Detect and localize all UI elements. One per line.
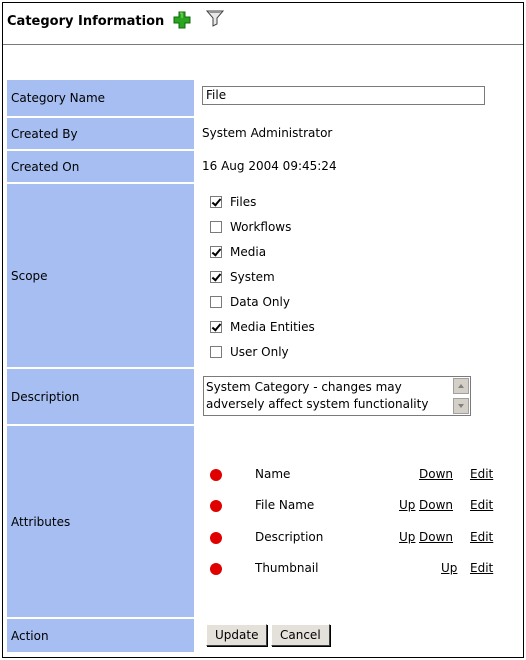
green-plus-icon[interactable] bbox=[173, 11, 191, 29]
attribute-row bbox=[198, 528, 520, 548]
attribute-down-link[interactable]: Down bbox=[419, 467, 454, 481]
description-scrollbar[interactable] bbox=[453, 378, 469, 414]
cancel-button[interactable]: Cancel bbox=[271, 624, 330, 646]
action-label: Action bbox=[7, 619, 194, 652]
description-label: Description bbox=[7, 369, 194, 424]
attribute-edit-link[interactable]: Edit bbox=[470, 498, 494, 512]
attribute-row bbox=[198, 559, 520, 579]
scope-option-media[interactable] bbox=[210, 243, 266, 261]
attribute-up-link[interactable]: Up bbox=[399, 498, 416, 512]
attribute-edit-link[interactable]: Edit bbox=[470, 561, 494, 575]
created-on-label: Created On bbox=[7, 151, 194, 182]
attribute-name: Name bbox=[255, 467, 291, 481]
scope-option-system[interactable] bbox=[210, 268, 275, 286]
data-only-option-label: Data Only bbox=[230, 295, 290, 309]
attribute-name: Description bbox=[255, 530, 324, 544]
scope-option-files[interactable] bbox=[210, 193, 256, 211]
system-checkbox[interactable] bbox=[210, 271, 222, 283]
red-dot-icon bbox=[210, 500, 222, 512]
attribute-name: Thumbnail bbox=[255, 561, 319, 575]
red-dot-icon bbox=[210, 532, 222, 544]
category-name-label: Category Name bbox=[7, 80, 194, 116]
attribute-name: File Name bbox=[255, 498, 315, 512]
row-category-name bbox=[7, 80, 520, 116]
workflows-checkbox[interactable] bbox=[210, 221, 222, 233]
row-created-by bbox=[7, 118, 520, 149]
files-option-label: Files bbox=[230, 195, 257, 209]
workflows-option-label: Workflows bbox=[230, 220, 292, 234]
row-description bbox=[7, 369, 520, 424]
description-textarea[interactable] bbox=[203, 376, 471, 416]
attribute-row bbox=[198, 465, 520, 485]
attribute-up-link[interactable]: Up bbox=[441, 561, 458, 575]
funnel-filter-icon[interactable] bbox=[206, 9, 224, 27]
media-entities-option-label: Media Entities bbox=[230, 320, 315, 334]
user-only-option-label: User Only bbox=[230, 345, 289, 359]
attribute-up-link[interactable]: Up bbox=[399, 530, 416, 544]
system-option-label: System bbox=[230, 270, 275, 284]
scope-option-data-only[interactable] bbox=[210, 293, 290, 311]
red-dot-icon bbox=[210, 563, 222, 575]
files-checkbox[interactable] bbox=[210, 196, 222, 208]
red-dot-icon bbox=[210, 469, 222, 481]
media-option-label: Media bbox=[230, 245, 267, 259]
media-entities-checkbox[interactable] bbox=[210, 321, 222, 333]
scroll-down-arrow-icon[interactable] bbox=[453, 398, 469, 414]
attribute-row bbox=[198, 496, 520, 516]
attribute-down-link[interactable]: Down bbox=[419, 498, 454, 512]
row-action bbox=[7, 619, 520, 652]
scope-label: Scope bbox=[7, 184, 194, 367]
scope-options bbox=[198, 184, 520, 367]
attributes-list bbox=[198, 426, 520, 617]
attribute-edit-link[interactable]: Edit bbox=[470, 530, 494, 544]
created-by-value: System Administrator bbox=[202, 126, 333, 140]
data-only-checkbox[interactable] bbox=[210, 296, 222, 308]
media-checkbox[interactable] bbox=[210, 246, 222, 258]
page-title: Category Information bbox=[7, 14, 165, 29]
category-name-input[interactable]: File bbox=[202, 86, 485, 105]
category-information-panel bbox=[2, 2, 524, 658]
attribute-edit-link[interactable]: Edit bbox=[470, 467, 494, 481]
row-scope bbox=[7, 184, 520, 367]
scroll-up-arrow-icon[interactable] bbox=[453, 378, 469, 394]
row-created-on bbox=[7, 151, 520, 182]
scope-option-user-only[interactable] bbox=[210, 343, 289, 361]
row-attributes bbox=[7, 426, 520, 617]
attribute-down-link[interactable]: Down bbox=[419, 530, 454, 544]
update-button[interactable]: Update bbox=[206, 624, 267, 646]
created-by-label: Created By bbox=[7, 118, 194, 149]
scope-option-media-entities[interactable] bbox=[210, 318, 315, 336]
description-text: System Category - changes may adversely affect system functionality bbox=[206, 380, 429, 411]
attributes-label: Attributes bbox=[7, 426, 194, 617]
scope-option-workflows[interactable] bbox=[210, 218, 291, 236]
panel-header bbox=[3, 3, 523, 45]
created-on-value: 16 Aug 2004 09:45:24 bbox=[202, 159, 337, 173]
user-only-checkbox[interactable] bbox=[210, 346, 222, 358]
